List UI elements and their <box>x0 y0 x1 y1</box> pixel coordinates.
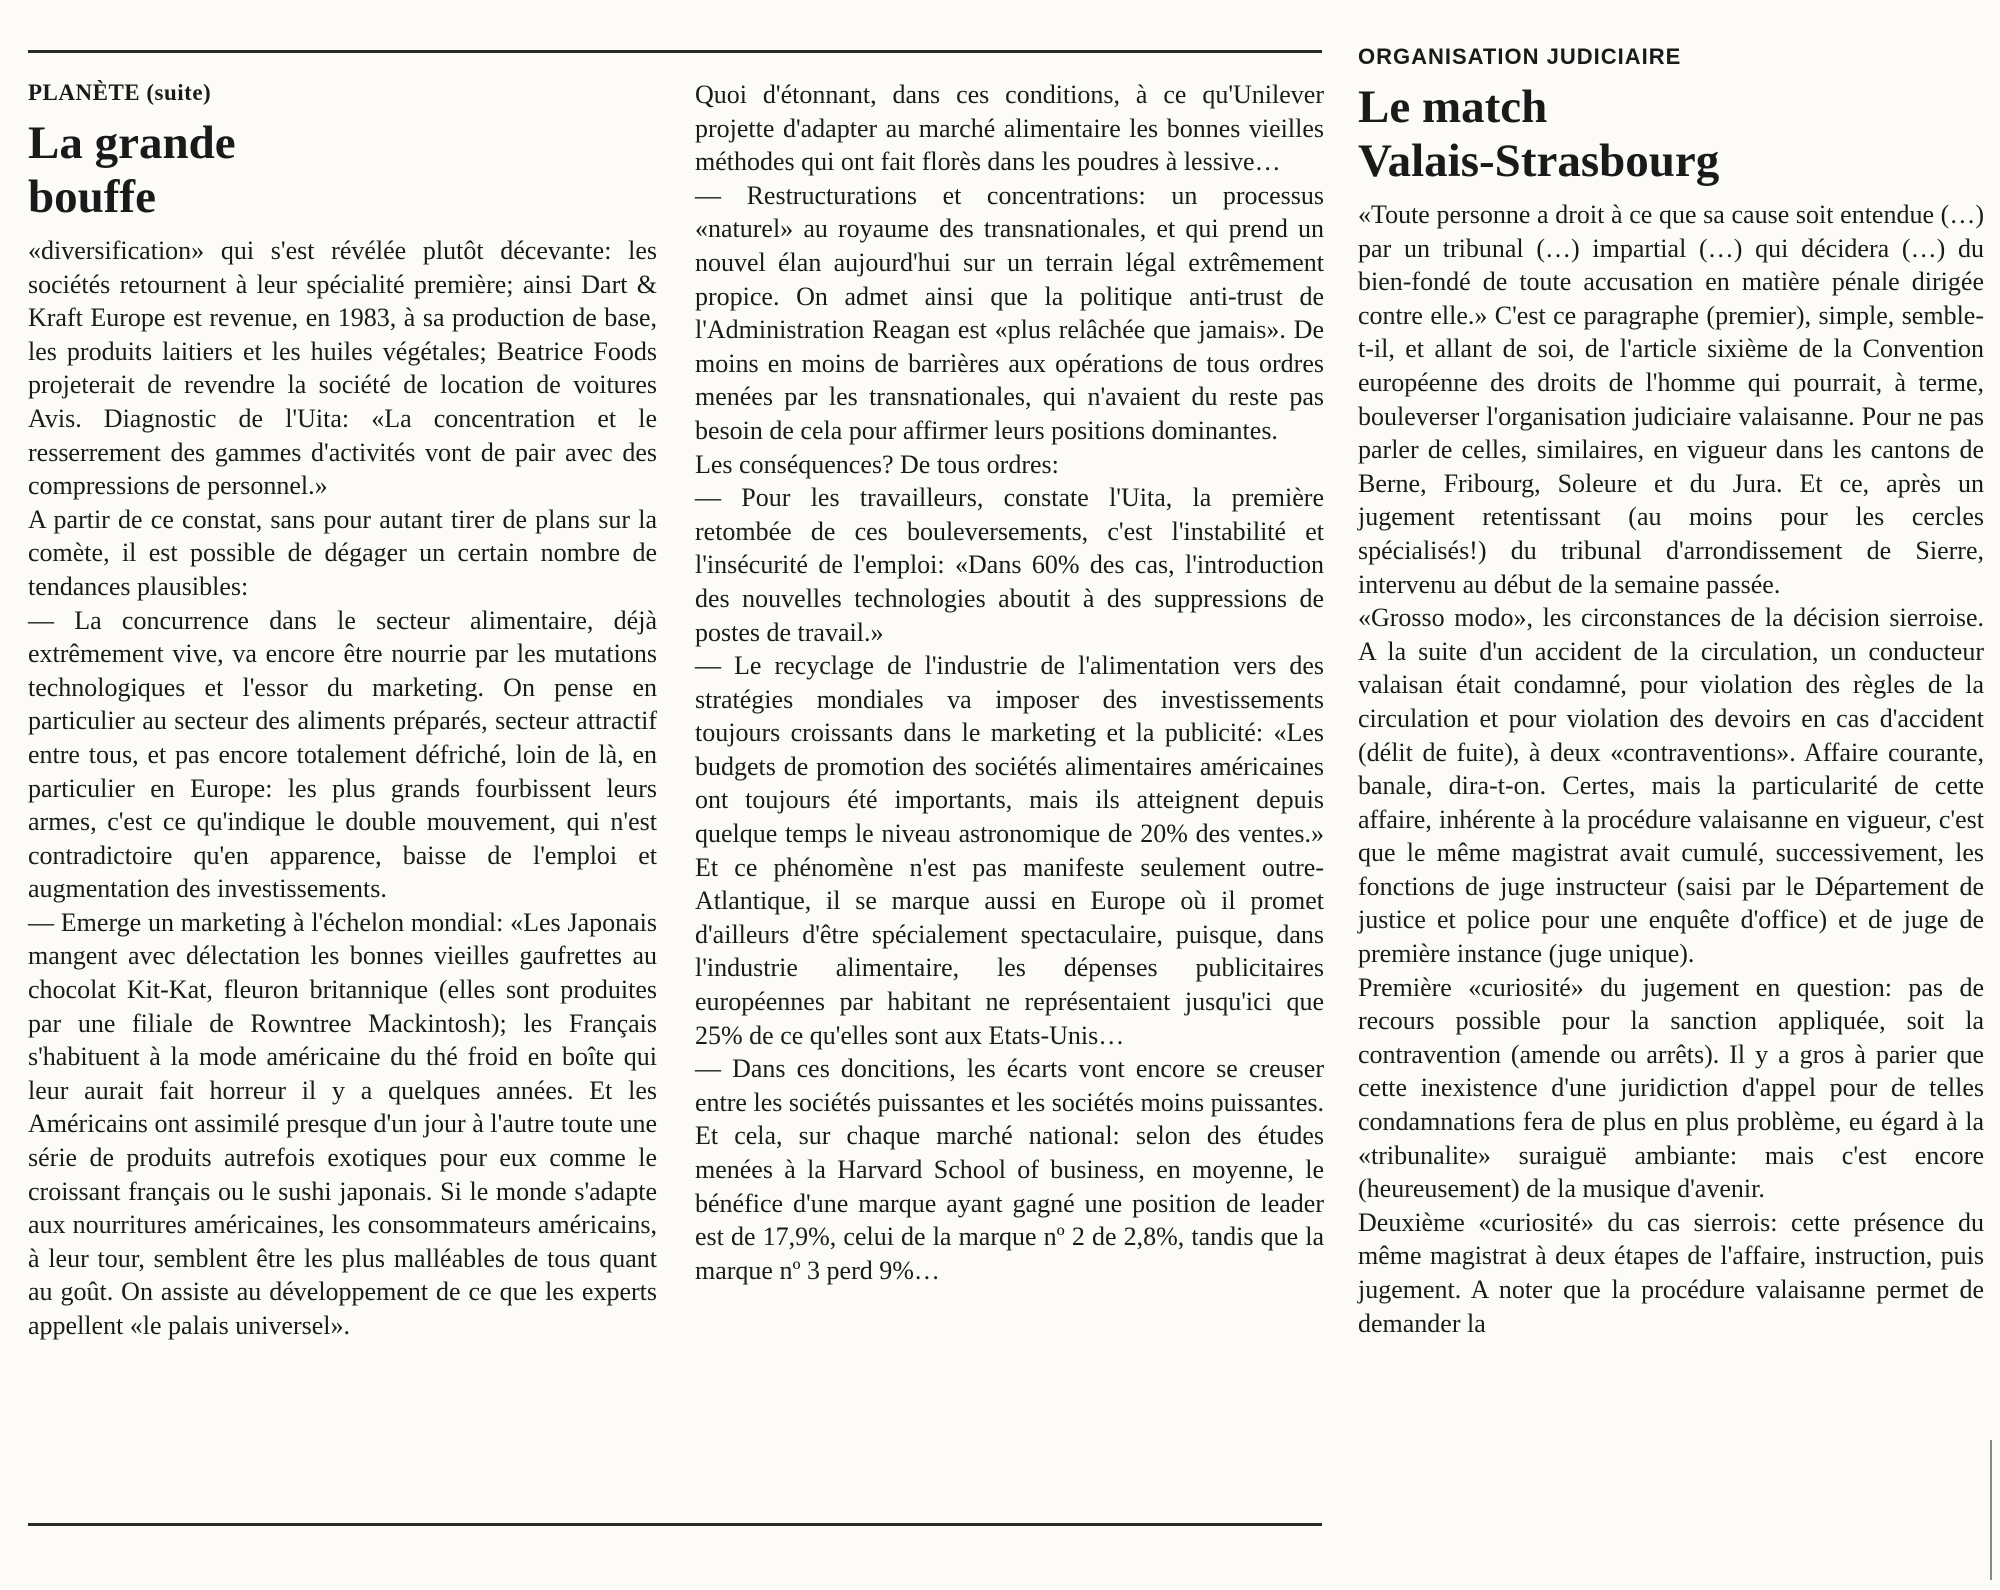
paragraph: «Toute personne a droit à ce que sa cause soit entendue (…) par un tribunal (…) impartial (…) qui décidera (…) du bien-fondé de toute accusation en matière pénale dirigée contre elle.» C'est ce paragraphe (premier), simple, semble-t-il, et allant de soi, de l'article sixième de la Convention européenne des droits de l'homme qui pourrait, à terme, bouleverser l'organisation judiciaire valaisanne. Pour ne pas parler de celles, similaires, en vigueur dans les cantons de Berne, Fribourg, Soleure et du Jura. Et ce, après un jugement retentissant (au moins pour les cercles spécialisés!) du tribunal d'arrondissement de Sierre, intervenu au début de la semaine passée. <box>1358 200 1984 599</box>
paragraph: Deuxième «curiosité» du cas sierrois: cette présence du même magistrat à deux étapes de l'affaire, instruction, puis jugement. A noter que la procédure valaisanne permet de demander la <box>1358 1207 1984 1338</box>
paragraph: — Restructurations et concentrations: un processus «naturel» au royaume des transnationales, et qui prend un nouvel élan aujourd'hui sur un terrain légal extrêmement propice. On admet ainsi que la politique anti-trust de l'Administration Reagan est «plus relâchée que jamais». De moins en moins de barrières aux opérations de tous ordres menées par les transnationales, qui n'avaient du reste pas besoin de cela pour affirmer leurs positions dominantes. <box>695 180 1324 445</box>
headline-line: bouffe <box>28 171 156 223</box>
section-rubric: ORGANISATION JUDICIAIRE <box>1358 44 1682 69</box>
article-column-middle <box>695 78 1324 1287</box>
page-edge-line <box>1990 1440 1992 1580</box>
section-rubric: PLANÈTE (suite) <box>28 80 212 105</box>
article-headline <box>1358 80 1984 188</box>
paragraph: Les conséquences? De tous ordres: <box>695 449 1059 479</box>
paragraph: Première «curiosité» du jugement en question: pas de recours possible pour la sanction appliquée, soit la contravention (amende ou arrêts). Il y a gros à parier que cette inexistence d'une juridiction d'appel pour de telles condamnations fera de plus en plus problème, eu égard à la «tribunalite» suraiguë ambiante: mais c'est encore (heureusement) de la musique d'avenir. <box>1358 972 1984 1204</box>
headline-line: La grande <box>28 117 236 169</box>
paragraph: — Dans ces doncitions, les écarts vont encore se creuser entre les sociétés puissantes et les sociétés moins puissantes. Et cela, sur chaque marché national: selon des études menées à la Harvard School of business, en moyenne, le bénéfice d'une marque ayant gagné une position de leader est de 17,9%, celui de la marque nº 2 de 2,8%, tandis que la marque nº 3 perd 9%… <box>695 1054 1324 1285</box>
bottom-rule <box>28 1523 1322 1526</box>
top-rule <box>28 50 1322 53</box>
article-column-left <box>28 80 657 1343</box>
headline-line: Le match <box>1358 81 1548 133</box>
article-column-right <box>1358 44 1984 1340</box>
paragraph: — Pour les travailleurs, constate l'Uita, la première retombée de ces bouleversements, c'est l'instabilité et l'insécurité de l'emploi: «Dans 60% des cas, l'introduction des nouvelles technologies aboutit à des suppressions de postes de travail.» <box>695 483 1324 647</box>
headline-line: Valais-Strasbourg <box>1358 135 1720 187</box>
paragraph: — Le recyclage de l'industrie de l'alimentation vers des stratégies mondiales va imposer des investissements toujours croissants dans le marketing et la publicité: «Les budgets de promotion des sociétés alimentaires américaines ont toujours été importants, mais ils atteignent depuis quelque temps le niveau astronomique de 20% des ventes.» Et ce phénomène n'est pas manifeste seulement outre-Atlantique, il se marque aussi en Europe où il promet d'ailleurs d'être spécialement spectaculaire, puisque, dans l'industrie alimentaire, les dépenses publicitaires européennes par habitant ne représentaient jusqu'ici que 25% de ce qu'elles sont aux Etats-Unis… <box>695 651 1324 1050</box>
paragraph: — Emerge un marketing à l'échelon mondial: «Les Japonais mangent avec délectation les bonnes vieilles gaufrettes au chocolat Kit-Kat, fleuron britannique (elles sont produites par une filiale de Rowntree Mackintosh); les Français s'habituent à la mode américaine du thé froid en boîte qui leur aurait fait horreur il y a quelques années. Et les Américains ont assimilé presque d'un jour à l'autre toute une série de produits autrefois exotiques pour eux comme le croissant français ou le sushi japonais. Si le monde s'adapte aux nourritures américaines, les consommateurs américains, à leur tour, semblent être les plus malléables de tous quant au goût. On assiste au développement de ce que les experts appellent «le palais universel». <box>28 907 657 1340</box>
paragraph: — La concurrence dans le secteur alimentaire, déjà extrêmement vive, va encore être nourrie par les mutations technologiques et l'essor du marketing. On pense en particulier au secteur des aliments préparés, secteur attractif entre tous, et pas encore totalement défriché, loin de là, en particulier en Europe: les plus grands fourbissent leurs armes, c'est ce qu'indique le double mouvement, qui n'est contradictoire qu'en apparence, baisse de l'emploi et augmentation des investissements. <box>28 605 657 904</box>
paragraph: Quoi d'étonnant, dans ces conditions, à ce qu'Unilever projette d'adapter au marché alimentaire les bonnes vieilles méthodes qui ont fait florès dans les poudres à lessive… <box>695 80 1324 177</box>
paragraph: «Grosso modo», les circonstances de la décision sierroise. A la suite d'un accident de la circulation, un conducteur valaisan était condamné, pour violation des règles de la circulation et pour violation des devoirs en cas d'accident (délit de fuite), à deux «contraventions». Affaire courante, banale, dira-t-on. Certes, mais la particularité de cette affaire, inhérente à la procédure valaisanne en vigueur, c'est que le même magistrat avait cumulé, successivement, les fonctions de juge instructeur (saisi par le Département de justice et police pour une enquête d'office) et de juge de première instance (juge unique). <box>1358 603 1984 969</box>
article-headline <box>28 116 657 224</box>
paragraph: A partir de ce constat, sans pour autant tirer de plans sur la comète, il est possible de dégager un certain nombre de tendances plausibles: <box>28 504 657 601</box>
paragraph: «diversification» qui s'est révélée plutôt décevante: les sociétés retournent à leur spécialité première; ainsi Dart & Kraft Europe est revenue, en 1983, à sa production de base, les produits laitiers et les huiles végétales; Beatrice Foods projeterait de revendre la société de location de voitures Avis. Diagnostic de l'Uita: «La concentration et le resserrement des gammes d'activités vont de pair avec des compressions de personnel.» <box>28 236 657 501</box>
